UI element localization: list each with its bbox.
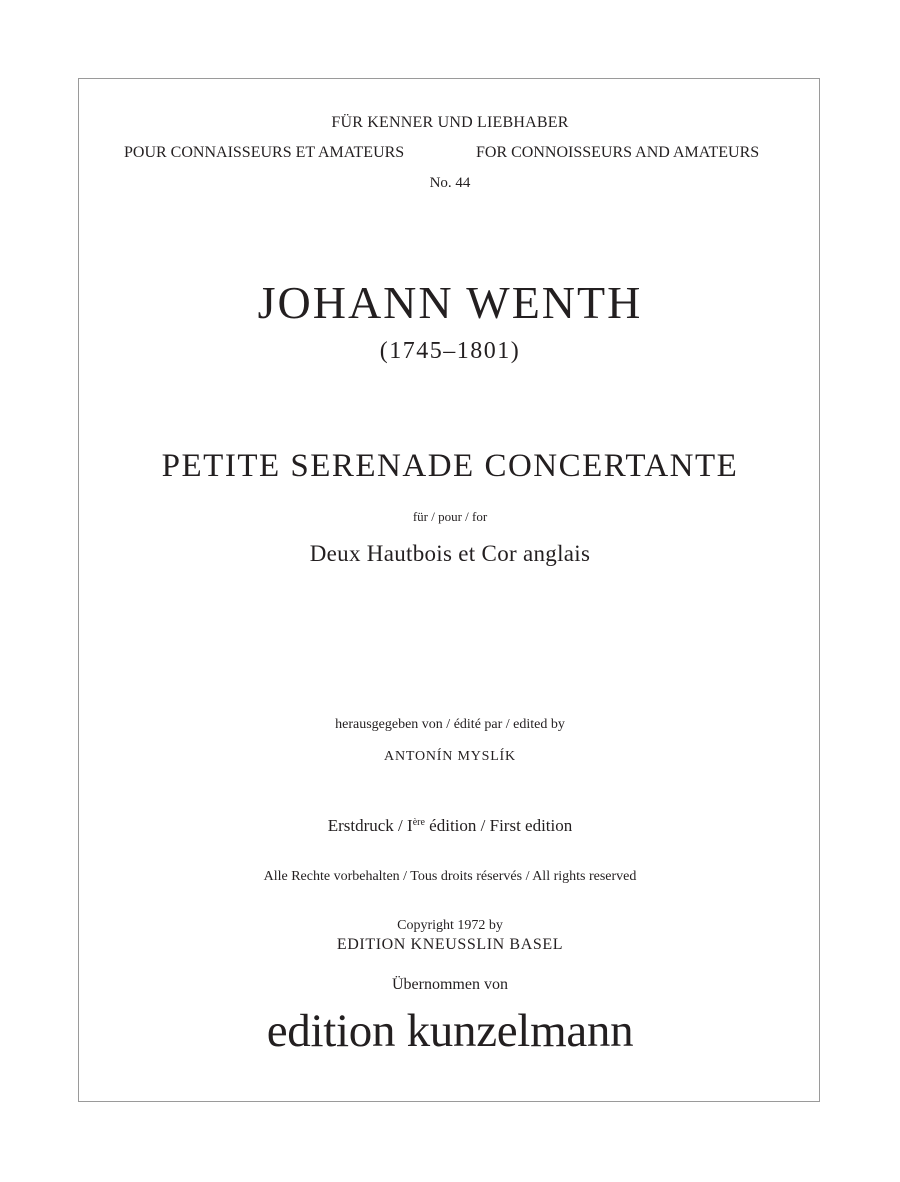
edited-by-label: herausgegeben von / édité par / edited by bbox=[335, 717, 565, 732]
rights-notice: Alle Rechte vorbehalten / Tous droits réservés / All rights reserved bbox=[263, 869, 637, 884]
copyright-line: Copyright 1972 by bbox=[397, 918, 503, 933]
series-title-english: FOR CONNOISSEURS AND AMATEURS bbox=[476, 144, 760, 161]
first-edition-superscript: ère bbox=[412, 817, 425, 828]
original-publisher: EDITION KNEUSSLIN BASEL bbox=[336, 936, 564, 953]
for-label: für / pour / for bbox=[412, 509, 488, 524]
takeover-label: Übernommen von bbox=[392, 976, 508, 993]
first-edition-post: édition / First edition bbox=[424, 816, 573, 835]
first-edition-note bbox=[0, 816, 900, 836]
publisher-logo: edition kunzelmann bbox=[266, 1005, 634, 1057]
composer-name: JOHANN WENTH bbox=[257, 277, 643, 328]
series-number: No. 44 bbox=[429, 175, 471, 191]
instrumentation: Deux Hautbois et Cor anglais bbox=[309, 541, 591, 566]
composer-dates: (1745–1801) bbox=[379, 338, 521, 364]
first-edition-pre: Erstdruck / I bbox=[327, 816, 413, 835]
work-title: PETITE SERENADE CONCERTANTE bbox=[161, 448, 739, 484]
series-title-french: POUR CONNAISSEURS ET AMATEURS bbox=[124, 144, 405, 161]
editor-name: ANTONÍN MYSLÍK bbox=[384, 749, 516, 764]
series-title: FÜR KENNER UND LIEBHABER bbox=[331, 114, 569, 131]
